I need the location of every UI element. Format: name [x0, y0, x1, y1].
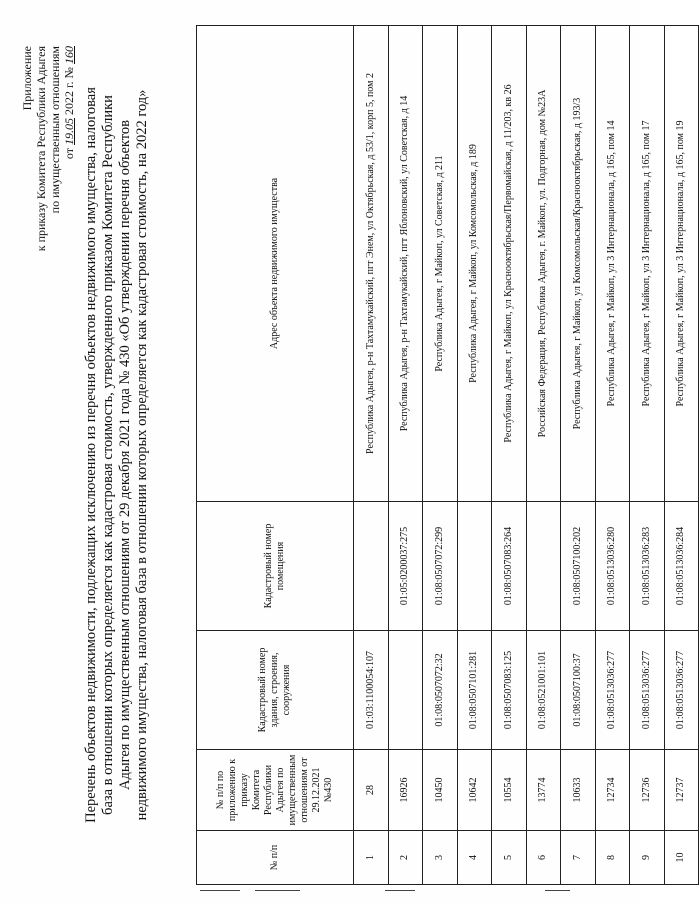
cell-building: 01:08:0507083:125: [492, 631, 527, 750]
table-row: [492, 26, 527, 885]
header-building-cadastral: Кадастровый номер здания, строения, сооружения: [197, 631, 354, 750]
cell-appendix-no: 10642: [457, 750, 492, 831]
cell-building: 01:03:1100054:107: [354, 631, 389, 750]
cell-room: [457, 502, 492, 631]
cell-room: [354, 502, 389, 631]
cell-room: 01:08:0507083:264: [492, 502, 527, 631]
scan-mark: [255, 890, 300, 891]
cell-room: 01:08:0507072:299: [423, 502, 458, 631]
cell-room: 01:08:0513036:283: [630, 502, 665, 631]
header-num: № п/п: [197, 831, 354, 885]
appendix-date-line: [62, 46, 76, 346]
document-title: Перечень объектов недвижимости, подлежащих исключению из перечня объектов недвижимого имущества, налоговая база в отношении которых определяется как кадастровая стоимость, утвержденного приказом Комитета Республики Адыгея по имущественным отношениям от 29 декабря 2021 года № 430 «Об утверждении перечня объектов недвижимого имущества, налоговая база в отношении которых определяется как кадастровая стоимость, на 2022 год»: [83, 87, 150, 823]
cell-address: Российская Федерация, Республика Адыгея, г. Майкоп, ул. Подгорная, дом №23А: [526, 26, 561, 502]
appendix-block: [20, 46, 76, 346]
scan-mark: [545, 890, 570, 891]
cell-building: 01:08:0507072:32: [423, 631, 458, 750]
table-row: [595, 26, 630, 885]
cell-num: 4: [457, 831, 492, 885]
cell-num: 1: [354, 831, 389, 885]
cell-num: 3: [423, 831, 458, 885]
cell-address: Республика Адыгея, г Майкоп, ул 3 Интернационала, д 165, пом 17: [630, 26, 665, 502]
cell-address: Республика Адыгея, р-н Тахтамукайский, пгт Яблоновский, ул Советская, д 14: [388, 26, 423, 502]
cell-address: Республика Адыгея, г Майкоп, ул Краснооктябрьская/Первомайская, д 11/203, кв 26: [492, 26, 527, 502]
table-row: [354, 26, 389, 885]
order-number: 160: [62, 46, 76, 64]
page-bottom-marks: [0, 880, 640, 900]
cell-room: [526, 502, 561, 631]
cell-building: 01:08:0507100:37: [561, 631, 596, 750]
cell-appendix-no: 12734: [595, 750, 630, 831]
table-row: [526, 26, 561, 885]
cell-room: 01:08:0513036:280: [595, 502, 630, 631]
cell-building: 01:08:0513036:277: [630, 631, 665, 750]
cell-room: 01:08:0513036:284: [664, 502, 699, 631]
cell-num: 2: [388, 831, 423, 885]
cell-appendix-no: 10554: [492, 750, 527, 831]
scan-mark: [385, 890, 415, 891]
cell-appendix-no: 10450: [423, 750, 458, 831]
cell-room: 01:05:0200037:275: [388, 502, 423, 631]
cell-appendix-no: 12737: [664, 750, 699, 831]
appendix-line-3: по имущественным отношениям: [48, 46, 62, 214]
cell-appendix-no: 12736: [630, 750, 665, 831]
header-appendix-no: № п/п по приложению к приказу Комитета Республики Адыгея по имущественным отношениям от 29.12.2021 №430: [197, 750, 354, 831]
table-row: [664, 26, 699, 885]
order-year: 2022 г. №: [62, 67, 76, 116]
cell-building: 01:08:0513036:277: [595, 631, 630, 750]
cell-address: Республика Адыгея, г Майкоп, ул Комсомольская, д 189: [457, 26, 492, 502]
header-address: Адрес объекта недвижимого имущества: [197, 26, 354, 502]
table-row: [561, 26, 596, 885]
cell-room: 01:08:0507100:202: [561, 502, 596, 631]
cell-num: 6: [526, 831, 561, 885]
cell-building: 01:08:0521001:101: [526, 631, 561, 750]
cell-building: 01:08:0507101:281: [457, 631, 492, 750]
cell-address: Республика Адыгея, г Майкоп, ул 3 Интернационала, д 165, пом 19: [664, 26, 699, 502]
cell-appendix-no: 16926: [388, 750, 423, 831]
property-table: [196, 25, 699, 885]
appendix-line-1: Приложение: [20, 46, 34, 111]
table-row: [630, 26, 665, 885]
cell-address: Республика Адыгея, г Майкоп, ул 3 Интернационала, д 165, пом 14: [595, 26, 630, 502]
table-row: [423, 26, 458, 885]
appendix-line-2: к приказу Комитета Республики Адыгея: [34, 46, 48, 252]
cell-num: 5: [492, 831, 527, 885]
date-prefix: от: [62, 148, 76, 160]
cell-appendix-no: 13774: [526, 750, 561, 831]
scan-mark: [200, 890, 240, 891]
cell-building: 01:08:0513036:277: [664, 631, 699, 750]
cell-num: 9: [630, 831, 665, 885]
cell-num: 10: [664, 831, 699, 885]
table-header-row: [197, 26, 354, 885]
table-row: [388, 26, 423, 885]
cell-building: [388, 631, 423, 750]
order-date: 19.05: [62, 118, 76, 146]
table-row: [457, 26, 492, 885]
cell-num: 7: [561, 831, 596, 885]
cell-address: Республика Адыгея, р-н Тахтамукайский, пгт Энем, ул Октябрьская, д 53/1, корп 5, пом 2: [354, 26, 389, 502]
cell-num: 8: [595, 831, 630, 885]
cell-appendix-no: 10633: [561, 750, 596, 831]
cell-address: Республика Адыгея, г Майкоп, ул Советская, д 211: [423, 26, 458, 502]
header-room-cadastral: Кадастровый номер помещения: [197, 502, 354, 631]
cell-appendix-no: 28: [354, 750, 389, 831]
cell-address: Республика Адыгея, г Майкоп, ул Комсомольская/Краснооктябрьская, д 193/3: [561, 26, 596, 502]
